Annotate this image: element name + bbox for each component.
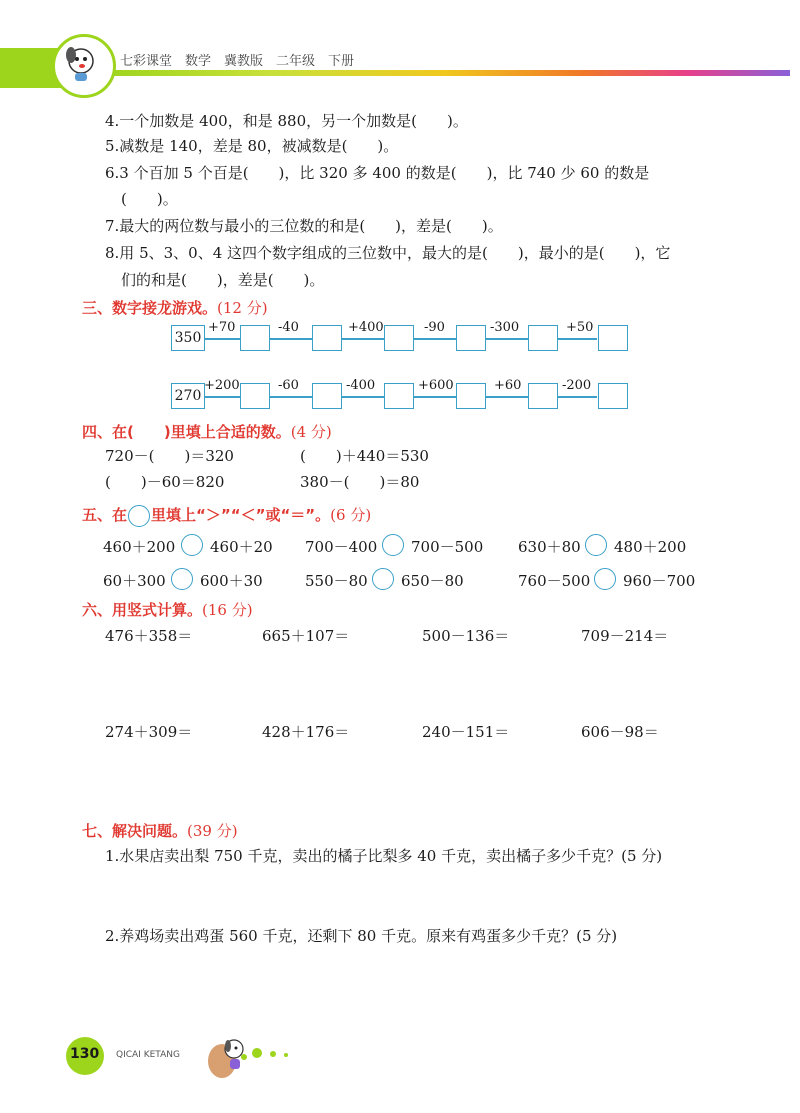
chain-2-op: -60 (278, 378, 299, 393)
chain-2-answer-box[interactable] (312, 383, 342, 409)
footer-dot (252, 1048, 262, 1058)
page-number: 130 (70, 1046, 100, 1062)
s4-item: ( )－60＝820 (105, 473, 225, 491)
question-8-cont: 们的和是( )，差是( )。 (121, 271, 325, 289)
question-6-cont: ( )。 (121, 190, 178, 208)
mascot-footer-icon (204, 1035, 254, 1085)
mascot-logo-icon (52, 34, 116, 98)
section-6-title-text: 六、用竖式计算。 (82, 601, 203, 619)
chain-1-answer-box[interactable] (456, 325, 486, 351)
question-5: 5.减数是 140，差是 80，被减数是( )。 (105, 137, 399, 155)
s5-right: 650－80 (401, 572, 464, 590)
s4-item: ( )＋440＝530 (300, 447, 429, 465)
s5-right: 600＋30 (200, 572, 263, 590)
chain-1-op: -40 (278, 320, 299, 335)
chain-1-op: -300 (490, 320, 520, 335)
chain-2-answer-box[interactable] (456, 383, 486, 409)
s5-compare-circle[interactable] (372, 568, 394, 590)
section-7-points: (39 分) (187, 822, 238, 840)
section-5-title-b: 里填上“＞”“＜”或“＝”。 (151, 506, 331, 524)
s6-item: 606－98＝ (581, 723, 659, 741)
section-5-points: (6 分) (330, 506, 372, 524)
s5-left: 760－500 (518, 572, 591, 590)
section-4-points: (4 分) (290, 423, 332, 441)
s5-compare-circle[interactable] (181, 534, 203, 556)
s5-right: 480＋200 (614, 538, 687, 556)
header-rainbow-bar (100, 70, 790, 76)
chain-2-answer-box[interactable] (528, 383, 558, 409)
chain-1-op: +70 (208, 320, 236, 335)
s4-item: 720－( )＝320 (105, 447, 234, 465)
section-4-title (82, 421, 332, 442)
section-7-title (82, 820, 238, 841)
s5-left: 700－400 (305, 538, 378, 556)
section-3-title-text: 三、数字接龙游戏。 (82, 299, 218, 317)
section-6-title (82, 599, 253, 620)
chain-2-op: +60 (494, 378, 522, 393)
s6-item: 500－136＝ (422, 627, 510, 645)
s5-right: 700－500 (411, 538, 484, 556)
chain-2-answer-box[interactable] (598, 383, 628, 409)
chain-2-start: 270 (171, 383, 205, 409)
section-6-points: (16 分) (202, 601, 253, 619)
chain-2-answer-box[interactable] (240, 383, 270, 409)
s5-left: 60＋300 (103, 572, 166, 590)
chain-1-op: -90 (424, 320, 445, 335)
question-4: 4.一个加数是 400，和是 880，另一个加数是( )。 (105, 112, 468, 130)
chain-1-answer-box[interactable] (312, 325, 342, 351)
chain-2-answer-box[interactable] (384, 383, 414, 409)
footer-dot (284, 1053, 288, 1057)
circle-placeholder-icon (128, 505, 150, 527)
s6-item: 476＋358＝ (105, 627, 193, 645)
chain-2-op: -400 (346, 378, 376, 393)
footer-dot (270, 1051, 276, 1057)
s5-compare-circle[interactable] (585, 534, 607, 556)
chain-1-op: +400 (348, 320, 384, 335)
s6-item: 428＋176＝ (262, 723, 350, 741)
section-5-title (82, 504, 371, 527)
section-7-title-text: 七、解决问题。 (82, 822, 188, 840)
chain-2-op: -200 (562, 378, 592, 393)
question-7: 7.最大的两位数与最小的三位数的和是( )，差是( )。 (105, 217, 503, 235)
s6-item: 274＋309＝ (105, 723, 193, 741)
problem-2: 2.养鸡场卖出鸡蛋 560 千克，还剩下 80 千克。原来有鸡蛋多少千克？(5 分) (105, 927, 618, 945)
chain-1-start: 350 (171, 325, 205, 351)
section-5-title-a: 五、在 (82, 506, 128, 524)
s4-item: 380－( )＝80 (300, 473, 420, 491)
question-8: 8.用 5、3、0、4 这四个数字组成的三位数中，最大的是( )，最小的是( )，它 (105, 244, 671, 262)
s6-item: 240－151＝ (422, 723, 510, 741)
s5-compare-circle[interactable] (594, 568, 616, 590)
s6-item: 709－214＝ (581, 627, 669, 645)
section-3-points: (12 分) (217, 299, 268, 317)
chain-2-op: +200 (204, 378, 240, 393)
chain-1-answer-box[interactable] (528, 325, 558, 351)
s5-left: 630＋80 (518, 538, 581, 556)
section-3-title (82, 297, 268, 318)
s5-right: 960－700 (623, 572, 696, 590)
s6-item: 665＋107＝ (262, 627, 350, 645)
s5-left: 550－80 (305, 572, 368, 590)
footer-brand: QICAI KETANG (116, 1050, 180, 1060)
chain-1-answer-box[interactable] (598, 325, 628, 351)
chain-1-answer-box[interactable] (240, 325, 270, 351)
section-4-title-text: 四、在( )里填上合适的数。 (82, 423, 291, 441)
header-title: 七彩课堂 数学 冀教版 二年级 下册 (120, 54, 355, 69)
problem-1: 1.水果店卖出梨 750 千克，卖出的橘子比梨多 40 千克，卖出橘子多少千克？(5 分) (105, 847, 663, 865)
question-6: 6.3 个百加 5 个百是( )，比 320 多 400 的数是( )，比 740 少 60 的数是 (105, 164, 650, 182)
s5-compare-circle[interactable] (171, 568, 193, 590)
chain-1-op: +50 (566, 320, 594, 335)
chain-1-answer-box[interactable] (384, 325, 414, 351)
s5-right: 460＋20 (210, 538, 273, 556)
s5-left: 460＋200 (103, 538, 176, 556)
s5-compare-circle[interactable] (382, 534, 404, 556)
chain-2-op: +600 (418, 378, 454, 393)
